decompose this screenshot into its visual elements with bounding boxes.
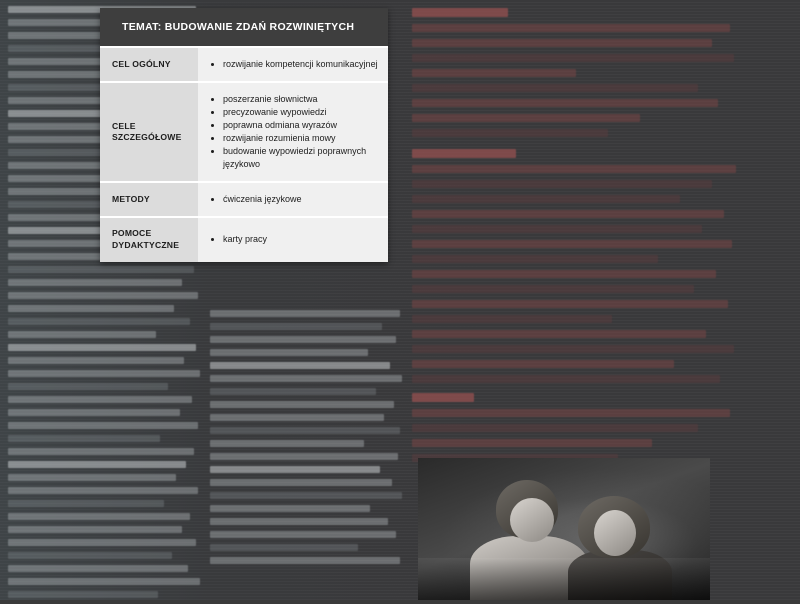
text-line [8,422,198,429]
text-line [210,479,392,486]
text-line [8,435,160,442]
text-line [412,345,734,353]
text-line [210,518,388,525]
text-line [412,285,694,293]
text-line [8,591,158,598]
right-text-column [412,8,742,469]
text-line [210,388,376,395]
text-line [8,331,156,338]
text-line [412,195,680,203]
text-line [210,414,384,421]
photo-girl-face [594,510,636,556]
text-heading [412,8,508,17]
text-line [210,440,364,447]
text-line [8,370,200,377]
text-line [412,439,652,447]
table-row-content [198,183,388,216]
text-line [412,240,732,248]
table-row [100,81,388,181]
text-line [412,129,608,137]
table-row-label: METODY [100,183,198,216]
text-line [412,270,716,278]
text-line [8,409,180,416]
table-row [100,216,388,261]
table-row [100,46,388,81]
text-line [412,114,640,122]
text-line [412,180,712,188]
text-line [8,279,182,286]
text-line [8,474,176,481]
table-row-content [198,83,388,181]
text-line [210,544,358,551]
text-line [412,300,728,308]
text-line [412,315,612,323]
text-line [210,466,380,473]
text-line [8,539,196,546]
text-line [210,505,370,512]
table-row-content [198,218,388,261]
text-line [412,360,674,368]
list-item: • precyzowanie wypowiedzi [223,106,380,119]
text-line [210,401,394,408]
lesson-plan-table [100,8,388,262]
list-item: • rozwijanie rozumienia mowy [223,132,380,145]
table-row-label: CELE SZCZEGÓŁOWE [100,83,198,181]
table-row-content [198,48,388,81]
text-line [210,557,400,564]
text-line [8,461,186,468]
middle-text-column [210,310,406,570]
text-line [8,292,198,299]
table-row [100,181,388,216]
text-line [8,305,174,312]
text-line [8,344,196,351]
text-line [412,424,698,432]
text-line [412,39,712,47]
text-line [210,453,398,460]
text-line [210,492,402,499]
text-line [210,375,402,382]
text-line [8,318,190,325]
text-line [412,210,724,218]
text-heading [412,149,516,158]
list-item: • rozwijanie kompetencji komunikacyjnej [223,58,378,71]
text-line [412,84,698,92]
text-line [412,330,706,338]
text-line [210,531,396,538]
text-line [8,266,194,273]
text-line [412,69,576,77]
photo-children [418,458,710,600]
text-line [8,578,200,585]
text-line [8,383,168,390]
text-line [412,54,734,62]
text-line [8,565,188,572]
list-item: • ćwiczenia językowe [223,193,302,206]
photo-vignette [418,558,710,600]
text-line [412,165,736,173]
text-line [210,349,368,356]
text-line [412,99,718,107]
table-title: TEMAT: BUDOWANIE ZDAŃ ROZWINIĘTYCH [100,8,388,46]
text-line [210,362,390,369]
list-item: • karty pracy [223,233,267,246]
text-line [8,500,164,507]
text-line [412,255,658,263]
text-line [210,323,382,330]
text-line [412,225,702,233]
text-line [8,396,192,403]
text-line [412,375,720,383]
text-line [210,310,400,317]
table-row-label: CEL OGÓLNY [100,48,198,81]
text-line [412,24,730,32]
text-line [8,448,194,455]
text-line [8,552,172,559]
photo-boy-face [510,498,554,542]
text-line [412,409,730,417]
list-item: • poprawna odmiana wyrazów [223,119,380,132]
text-heading [412,393,474,402]
text-line [8,487,198,494]
text-line [8,513,190,520]
table-row-label: POMOCE DYDAKTYCZNE [100,218,198,261]
text-line [210,336,396,343]
list-item: • budowanie wypowiedzi poprawnych językowo [223,145,380,171]
text-line [8,526,182,533]
list-item: • poszerzanie słownictwa [223,93,380,106]
text-line [8,357,184,364]
text-line [210,427,400,434]
